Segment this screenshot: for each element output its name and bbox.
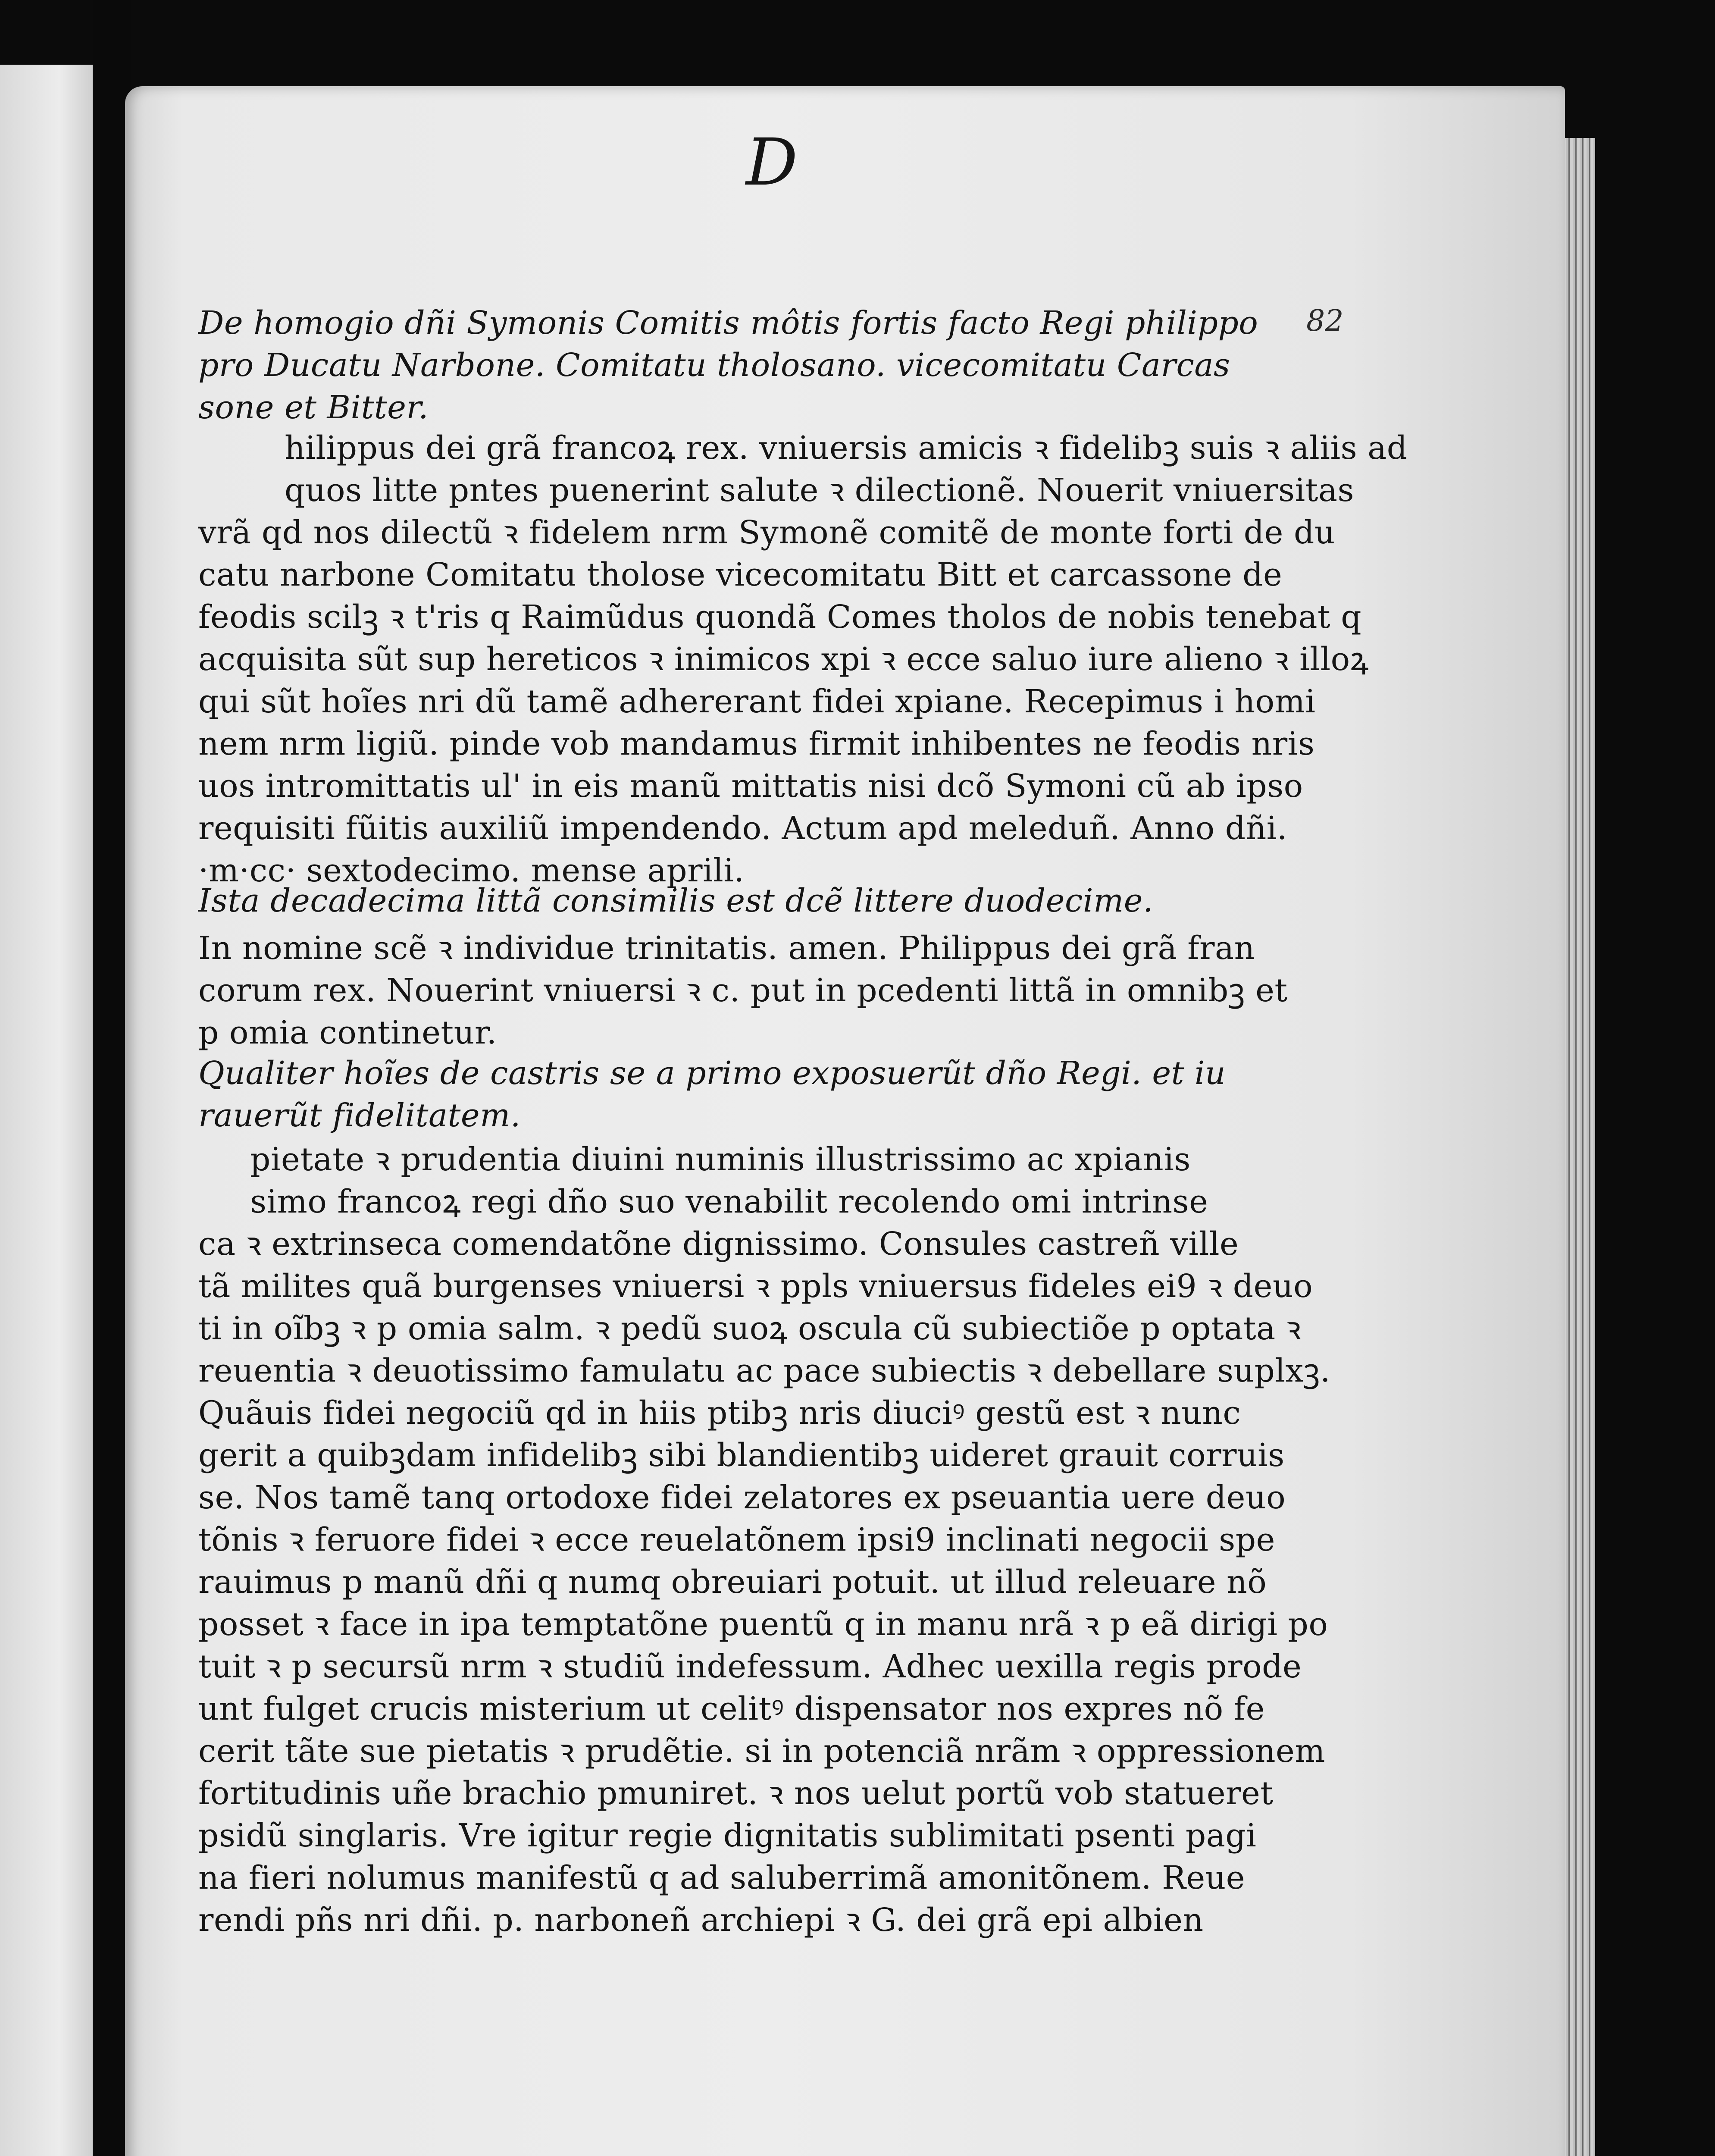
text-line: rendi pñs nri dñi. p. narboneñ archiepi ꝛ G. dei grã epi albien xyxy=(198,1902,1204,1939)
heading-line: rauerũt fidelitatem. xyxy=(198,1097,521,1134)
text-line: acquisita sũt sup hereticos ꝛ inimicos xpi ꝛ ecce saluo iure alieno ꝛ illoꝝ xyxy=(198,641,1369,678)
text-line: ti in oĩbꝫ ꝛ p omia salm. ꝛ pedũ suoꝝ oscula cũ subiectiõe p optata ꝛ xyxy=(198,1310,1302,1347)
text-line: vrã qd nos dilectũ ꝛ fidelem nrm Symonẽ comitẽ de monte forti de du xyxy=(198,514,1336,551)
top-mark: D xyxy=(746,125,798,200)
text-line: requisiti fũitis auxiliũ impendendo. Actum apd meleduñ. Anno dñi. xyxy=(198,810,1287,847)
folio-number: 82 xyxy=(1306,304,1344,338)
text-line: qui sũt hoĩes nri dũ tamẽ adhererant fidei xpiane. Recepimus i homi xyxy=(198,683,1316,720)
text-line: nem nrm ligiũ. pinde vob mandamus firmit inhibentes ne feodis nris xyxy=(198,725,1315,762)
heading-line: Ista decadecima littã consimilis est dcẽ littere duodecime. xyxy=(198,882,1154,919)
section-1-body xyxy=(198,427,1408,892)
text-line: psidũ singlaris. Vre igitur regie dignitatis sublimitati psenti pagi xyxy=(198,1817,1257,1854)
text-line: quos litte pntes puenerint salute ꝛ dilectionẽ. Nouerit vniuersitas xyxy=(285,472,1354,509)
heading-line: Qualiter hoĩes de castris se a primo exposuerũt dño Regi. et iu xyxy=(198,1055,1226,1092)
text-line: fortitudinis uñe brachio pmuniret. ꝛ nos uelut portũ vob statueret xyxy=(198,1775,1274,1812)
text-line: tõnis ꝛ feruore fidei ꝛ ecce reuelatõnem ipsi9 inclinati negocii spe xyxy=(198,1521,1275,1558)
heading-line: sone et Bitter. xyxy=(198,389,429,426)
text-line: rauimus p manũ dñi q numq obreuiari potuit. ut illud releuare nõ xyxy=(198,1564,1267,1601)
text-line: corum rex. Nouerint vniuersi ꝛ c. put in pcedenti littã in omnibꝫ et xyxy=(198,972,1288,1009)
text-line: gerit a quibꝫdam infidelibꝫ sibi blandientibꝫ uideret grauit corruis xyxy=(198,1437,1285,1474)
text-line: cerit tãte sue pietatis ꝛ prudẽtie. si in potenciã nrãm ꝛ oppressionem xyxy=(198,1733,1325,1770)
section-3-body xyxy=(198,1138,1331,1941)
text-line: reuentia ꝛ deuotissimo famulatu ac pace subiectis ꝛ debellare suplxꝫ. xyxy=(198,1352,1331,1389)
text-line: hilippus dei grã francoꝝ rex. vniuersis amicis ꝛ fidelibꝫ suis ꝛ aliis ad xyxy=(285,429,1408,467)
text-line: simo francoꝝ regi dño suo venabilit recolendo omi intrinse xyxy=(250,1183,1208,1220)
text-line: tuit ꝛ p secursũ nrm ꝛ studiũ indefessum. Adhec uexilla regis prode xyxy=(198,1648,1302,1685)
text-line: tã milites quã burgenses vniuersi ꝛ ppls vniuersus fideles ei9 ꝛ deuo xyxy=(198,1268,1313,1305)
text-line: Quãuis fidei negociũ qd in hiis ptibꝫ nris diuciꝰ gestũ est ꝛ nunc xyxy=(198,1395,1241,1432)
text-line: na fieri nolumus manifestũ q ad saluberrimã amonitõnem. Reue xyxy=(198,1859,1246,1896)
text-line: In nomine scẽ ꝛ individue trinitatis. amen. Philippus dei grã fran xyxy=(198,930,1255,967)
text-line: unt fulget crucis misterium ut celitꝰ dispensator nos expres nõ fe xyxy=(198,1690,1265,1727)
section-3-heading xyxy=(198,1052,1226,1137)
text-line: ·m·cc· sextodecimo. mense aprili. xyxy=(198,852,745,889)
section-1-heading xyxy=(198,302,1258,429)
text-line: catu narbone Comitatu tholose vicecomitatu Bitt et carcassone de xyxy=(198,556,1283,593)
text-line: ca ꝛ extrinseca comendatõne dignissimo. Consules castreñ ville xyxy=(198,1225,1239,1263)
section-2-heading xyxy=(198,880,1207,922)
heading-line: pro Ducatu Narbone. Comitatu tholosano. vicecomitatu Carcas xyxy=(198,347,1230,384)
heading-line: De homogio dñi Symonis Comitis môtis fortis facto Regi philippo xyxy=(198,304,1258,342)
text-line: feodis scilꝫ ꝛ t'ris q Raimũdus quondã Comes tholos de nobis tenebat q xyxy=(198,599,1362,636)
text-line: p omia continetur. xyxy=(198,1014,497,1051)
text-line: pietate ꝛ prudentia diuini numinis illustrissimo ac xpianis xyxy=(250,1141,1191,1178)
text-line: se. Nos tamẽ tanq ortodoxe fidei zelatores ex pseuantia uere deuo xyxy=(198,1479,1286,1516)
text-line: posset ꝛ face in ipa temptatõne puentũ q in manu nrã ꝛ p eã dirigi po xyxy=(198,1606,1328,1643)
text-line: uos intromittatis ul' in eis manũ mittatis nisi dcõ Symoni cũ ab ipso xyxy=(198,768,1303,805)
section-2-body xyxy=(198,927,1288,1054)
